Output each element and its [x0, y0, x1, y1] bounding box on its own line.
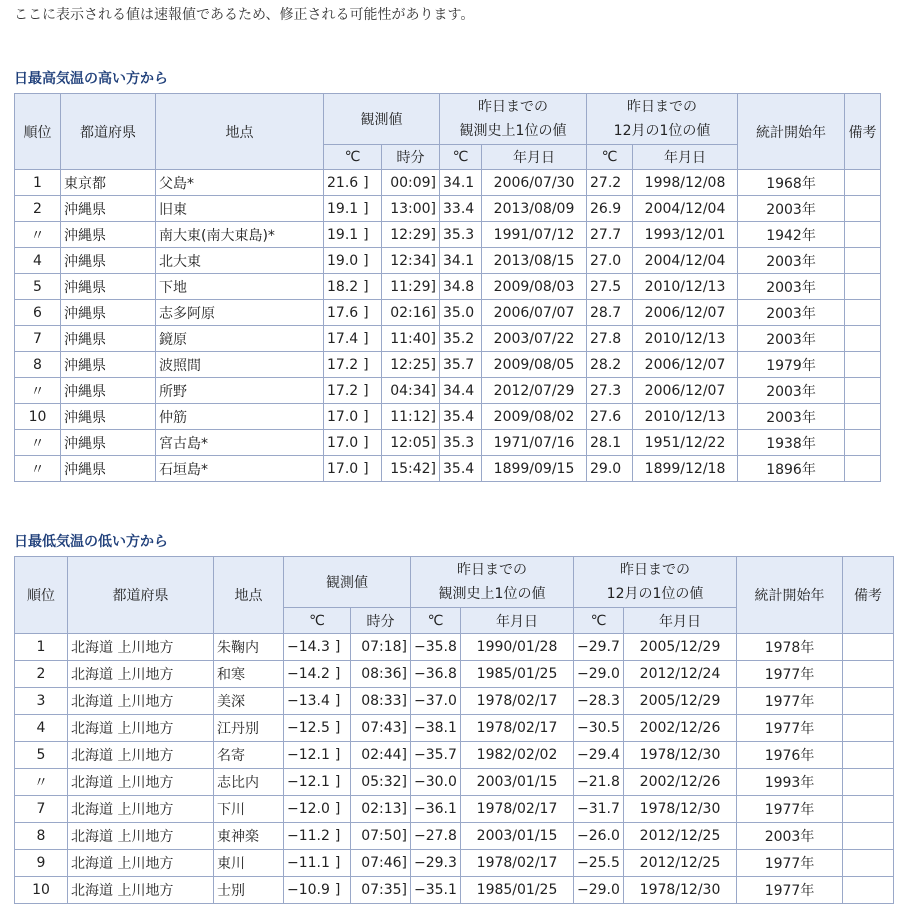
prefecture-cell: 北海道 上川地方 — [68, 877, 214, 904]
prefecture-cell: 北海道 上川地方 — [68, 661, 214, 688]
rank-cell: 9 — [15, 850, 68, 877]
table-row — [15, 456, 881, 482]
hist-date-cell: 2006/07/30 — [482, 170, 587, 196]
rank-cell: 〃 — [15, 378, 61, 404]
station-cell: 南大東(南大東島)* — [156, 222, 324, 248]
hist-date-cell: 1990/01/28 — [461, 634, 574, 661]
prefecture-cell: 北海道 上川地方 — [68, 823, 214, 850]
hist-date-cell: 2006/07/07 — [482, 300, 587, 326]
col-station: 地点 — [156, 94, 324, 170]
table-row — [15, 877, 894, 904]
observed-value-cell: −12.1 ] — [284, 742, 351, 769]
prefecture-cell: 北海道 上川地方 — [68, 850, 214, 877]
rank-cell: 4 — [15, 248, 61, 274]
month-date-cell: 2005/12/29 — [624, 688, 737, 715]
remarks-cell — [843, 850, 894, 877]
table-row — [15, 300, 881, 326]
remarks-cell — [843, 661, 894, 688]
table-row — [15, 326, 881, 352]
observed-value-cell: 21.6 ] — [324, 170, 382, 196]
prefecture-cell: 北海道 上川地方 — [68, 715, 214, 742]
col-prefecture: 都道府県 — [68, 557, 214, 634]
hist-date-cell: 1985/01/25 — [461, 877, 574, 904]
rank-cell: 3 — [15, 688, 68, 715]
observed-time-cell: 15:42] — [382, 456, 440, 482]
station-cell: 東川 — [214, 850, 284, 877]
min-temp-table — [14, 556, 894, 904]
prefecture-cell: 沖縄県 — [61, 430, 156, 456]
min-temp-table-body — [15, 634, 894, 904]
month-date-cell: 2006/12/07 — [633, 378, 738, 404]
stat-start-cell: 1979年 — [738, 352, 845, 378]
observed-time-cell: 12:25] — [382, 352, 440, 378]
station-cell: 北大東 — [156, 248, 324, 274]
col-stat-start: 統計開始年 — [738, 94, 845, 170]
hist-value-cell: −36.1 — [411, 796, 461, 823]
month-value-cell: 27.8 — [587, 326, 633, 352]
month-value-cell: 28.7 — [587, 300, 633, 326]
rank-cell: 8 — [15, 823, 68, 850]
observed-value-cell: −11.2 ] — [284, 823, 351, 850]
station-cell: 石垣島* — [156, 456, 324, 482]
observed-value-cell: −14.3 ] — [284, 634, 351, 661]
observed-time-cell: 08:36] — [351, 661, 411, 688]
rank-cell: 5 — [15, 274, 61, 300]
table-row — [15, 430, 881, 456]
observed-time-cell: 07:50] — [351, 823, 411, 850]
station-cell: 志多阿原 — [156, 300, 324, 326]
col-observed: 観測値 — [284, 557, 411, 608]
table-row — [15, 661, 894, 688]
station-cell: 志比内 — [214, 769, 284, 796]
hist-value-cell: −35.1 — [411, 877, 461, 904]
hist-date-cell: 2013/08/15 — [482, 248, 587, 274]
stat-start-cell: 2003年 — [737, 823, 843, 850]
station-cell: 下川 — [214, 796, 284, 823]
remarks-cell — [843, 742, 894, 769]
col-month-value: ℃ — [587, 145, 633, 170]
hist-value-cell: 35.7 — [440, 352, 482, 378]
observed-time-cell: 12:29] — [382, 222, 440, 248]
observed-time-cell: 07:46] — [351, 850, 411, 877]
col-observed: 観測値 — [324, 94, 440, 145]
prefecture-cell: 沖縄県 — [61, 404, 156, 430]
observed-time-cell: 02:13] — [351, 796, 411, 823]
rank-cell: 〃 — [15, 222, 61, 248]
table-row — [15, 796, 894, 823]
month-date-cell: 1951/12/22 — [633, 430, 738, 456]
station-cell: 所野 — [156, 378, 324, 404]
month-value-cell: −29.0 — [574, 661, 624, 688]
table-row — [15, 823, 894, 850]
col-month-value: ℃ — [574, 608, 624, 634]
hist-value-cell: −27.8 — [411, 823, 461, 850]
observed-value-cell: 17.0 ] — [324, 456, 382, 482]
hist-date-cell: 1985/01/25 — [461, 661, 574, 688]
remarks-cell — [845, 352, 881, 378]
month-date-cell: 1978/12/30 — [624, 742, 737, 769]
observed-time-cell: 12:05] — [382, 430, 440, 456]
max-temp-table-body — [15, 170, 881, 482]
observed-value-cell: −12.1 ] — [284, 769, 351, 796]
observed-time-cell: 00:09] — [382, 170, 440, 196]
hist-value-cell: −35.7 — [411, 742, 461, 769]
stat-start-cell: 1977年 — [737, 850, 843, 877]
col-hist-date: 年月日 — [461, 608, 574, 634]
col-obs-time: 時分 — [382, 145, 440, 170]
hist-value-cell: 35.3 — [440, 222, 482, 248]
table-row — [15, 850, 894, 877]
rank-cell: 6 — [15, 300, 61, 326]
table-row — [15, 222, 881, 248]
hist-value-cell: 35.0 — [440, 300, 482, 326]
hist-value-cell: 35.3 — [440, 430, 482, 456]
prefecture-cell: 沖縄県 — [61, 274, 156, 300]
hist-date-cell: 2009/08/02 — [482, 404, 587, 430]
month-date-cell: 2012/12/25 — [624, 823, 737, 850]
month-date-cell: 2002/12/26 — [624, 715, 737, 742]
rank-cell: 10 — [15, 877, 68, 904]
observed-value-cell: −12.0 ] — [284, 796, 351, 823]
remarks-cell — [843, 796, 894, 823]
hist-value-cell: 34.8 — [440, 274, 482, 300]
station-cell: 父島* — [156, 170, 324, 196]
month-date-cell: 2010/12/13 — [633, 404, 738, 430]
hist-value-cell: −29.3 — [411, 850, 461, 877]
month-date-cell: 2004/12/04 — [633, 248, 738, 274]
col-record-hist: 昨日までの 観測史上1位の値 — [411, 557, 574, 608]
prefecture-cell: 沖縄県 — [61, 196, 156, 222]
remarks-cell — [845, 196, 881, 222]
hist-date-cell: 1899/09/15 — [482, 456, 587, 482]
observed-time-cell: 11:29] — [382, 274, 440, 300]
month-value-cell: −29.7 — [574, 634, 624, 661]
observed-value-cell: −13.4 ] — [284, 688, 351, 715]
month-value-cell: −25.5 — [574, 850, 624, 877]
rank-cell: 1 — [15, 170, 61, 196]
hist-value-cell: 34.4 — [440, 378, 482, 404]
col-prefecture: 都道府県 — [61, 94, 156, 170]
hist-date-cell: 2003/01/15 — [461, 769, 574, 796]
month-date-cell: 2005/12/29 — [624, 634, 737, 661]
month-date-cell: 2006/12/07 — [633, 352, 738, 378]
col-remarks: 備考 — [845, 94, 881, 170]
table-row — [15, 352, 881, 378]
stat-start-cell: 1968年 — [738, 170, 845, 196]
observed-value-cell: 18.2 ] — [324, 274, 382, 300]
observed-value-cell: 17.2 ] — [324, 378, 382, 404]
station-cell: 朱鞠内 — [214, 634, 284, 661]
station-cell: 東神楽 — [214, 823, 284, 850]
prefecture-cell: 北海道 上川地方 — [68, 769, 214, 796]
month-date-cell: 2006/12/07 — [633, 300, 738, 326]
col-obs-time: 時分 — [351, 608, 411, 634]
remarks-cell — [845, 430, 881, 456]
col-station: 地点 — [214, 557, 284, 634]
stat-start-cell: 1977年 — [737, 661, 843, 688]
station-cell: 鏡原 — [156, 326, 324, 352]
remarks-cell — [845, 274, 881, 300]
station-cell: 美深 — [214, 688, 284, 715]
stat-start-cell: 2003年 — [738, 300, 845, 326]
col-obs-value: ℃ — [324, 145, 382, 170]
table-row — [15, 634, 894, 661]
remarks-cell — [845, 456, 881, 482]
col-hist-value: ℃ — [440, 145, 482, 170]
stat-start-cell: 2003年 — [738, 248, 845, 274]
month-date-cell: 1993/12/01 — [633, 222, 738, 248]
rank-cell: 1 — [15, 634, 68, 661]
month-value-cell: −29.0 — [574, 877, 624, 904]
observed-time-cell: 07:18] — [351, 634, 411, 661]
observed-value-cell: −10.9 ] — [284, 877, 351, 904]
rank-cell: 〃 — [15, 430, 61, 456]
remarks-cell — [843, 877, 894, 904]
prefecture-cell: 沖縄県 — [61, 378, 156, 404]
hist-value-cell: −37.0 — [411, 688, 461, 715]
month-date-cell: 1978/12/30 — [624, 877, 737, 904]
month-value-cell: 27.6 — [587, 404, 633, 430]
rank-cell: 10 — [15, 404, 61, 430]
observed-time-cell: 12:34] — [382, 248, 440, 274]
stat-start-cell: 1977年 — [737, 796, 843, 823]
table-row — [15, 769, 894, 796]
hist-value-cell: 33.4 — [440, 196, 482, 222]
table-row — [15, 404, 881, 430]
rank-cell: 〃 — [15, 769, 68, 796]
station-cell: 名寄 — [214, 742, 284, 769]
station-cell: 宮古島* — [156, 430, 324, 456]
rank-cell: 7 — [15, 796, 68, 823]
stat-start-cell: 2003年 — [738, 274, 845, 300]
prefecture-cell: 沖縄県 — [61, 326, 156, 352]
table-row — [15, 274, 881, 300]
month-date-cell: 1998/12/08 — [633, 170, 738, 196]
hist-value-cell: 34.1 — [440, 170, 482, 196]
remarks-cell — [843, 823, 894, 850]
hist-value-cell: −38.1 — [411, 715, 461, 742]
remarks-cell — [845, 222, 881, 248]
col-hist-value: ℃ — [411, 608, 461, 634]
col-month-date: 年月日 — [633, 145, 738, 170]
month-date-cell: 2004/12/04 — [633, 196, 738, 222]
hist-date-cell: 2003/07/22 — [482, 326, 587, 352]
remarks-cell — [843, 715, 894, 742]
stat-start-cell: 2003年 — [738, 404, 845, 430]
table-row — [15, 170, 881, 196]
observed-time-cell: 04:34] — [382, 378, 440, 404]
prefecture-cell: 北海道 上川地方 — [68, 742, 214, 769]
rank-cell: 4 — [15, 715, 68, 742]
col-record-month: 昨日までの 12月の1位の値 — [587, 94, 738, 145]
max-temp-table — [14, 93, 881, 482]
month-value-cell: 27.0 — [587, 248, 633, 274]
prefecture-cell: 北海道 上川地方 — [68, 634, 214, 661]
rank-cell: 5 — [15, 742, 68, 769]
col-record-hist: 昨日までの 観測史上1位の値 — [440, 94, 587, 145]
rank-cell: 〃 — [15, 456, 61, 482]
observed-time-cell: 11:40] — [382, 326, 440, 352]
remarks-cell — [845, 404, 881, 430]
observed-value-cell: 19.1 ] — [324, 196, 382, 222]
prefecture-cell: 沖縄県 — [61, 222, 156, 248]
observed-time-cell: 11:12] — [382, 404, 440, 430]
hist-date-cell: 1978/02/17 — [461, 688, 574, 715]
observed-time-cell: 05:32] — [351, 769, 411, 796]
month-value-cell: −26.0 — [574, 823, 624, 850]
station-cell: 和寒 — [214, 661, 284, 688]
station-cell: 士別 — [214, 877, 284, 904]
stat-start-cell: 1896年 — [738, 456, 845, 482]
station-cell: 旧東 — [156, 196, 324, 222]
prefecture-cell: 沖縄県 — [61, 352, 156, 378]
col-month-date: 年月日 — [624, 608, 737, 634]
station-cell: 仲筋 — [156, 404, 324, 430]
month-value-cell: −28.3 — [574, 688, 624, 715]
observed-value-cell: 17.0 ] — [324, 430, 382, 456]
observed-time-cell: 08:33] — [351, 688, 411, 715]
hist-value-cell: 35.4 — [440, 404, 482, 430]
observed-value-cell: −12.5 ] — [284, 715, 351, 742]
table-row — [15, 378, 881, 404]
remarks-cell — [845, 378, 881, 404]
observed-time-cell: 07:35] — [351, 877, 411, 904]
col-rank: 順位 — [15, 557, 68, 634]
min-temp-section-title: 日最低気温の低い方から — [14, 534, 168, 550]
hist-value-cell: −30.0 — [411, 769, 461, 796]
col-record-month: 昨日までの 12月の1位の値 — [574, 557, 737, 608]
rank-cell: 7 — [15, 326, 61, 352]
prefecture-cell: 北海道 上川地方 — [68, 796, 214, 823]
observed-value-cell: 17.6 ] — [324, 300, 382, 326]
observed-time-cell: 02:16] — [382, 300, 440, 326]
hist-date-cell: 2009/08/05 — [482, 352, 587, 378]
table-row — [15, 742, 894, 769]
month-date-cell: 2012/12/25 — [624, 850, 737, 877]
month-value-cell: 27.7 — [587, 222, 633, 248]
table-row — [15, 196, 881, 222]
rank-cell: 2 — [15, 196, 61, 222]
prefecture-cell: 沖縄県 — [61, 456, 156, 482]
month-value-cell: −29.4 — [574, 742, 624, 769]
remarks-cell — [843, 769, 894, 796]
remarks-cell — [843, 688, 894, 715]
observed-value-cell: 17.4 ] — [324, 326, 382, 352]
hist-value-cell: 35.2 — [440, 326, 482, 352]
max-temp-section-title: 日最高気温の高い方から — [14, 71, 168, 87]
hist-date-cell: 2009/08/03 — [482, 274, 587, 300]
observed-time-cell: 02:44] — [351, 742, 411, 769]
month-value-cell: 28.1 — [587, 430, 633, 456]
month-value-cell: 27.5 — [587, 274, 633, 300]
col-hist-date: 年月日 — [482, 145, 587, 170]
month-value-cell: 27.3 — [587, 378, 633, 404]
hist-value-cell: −36.8 — [411, 661, 461, 688]
table-row — [15, 688, 894, 715]
stat-start-cell: 1977年 — [737, 715, 843, 742]
station-cell: 江丹別 — [214, 715, 284, 742]
stat-start-cell: 1976年 — [737, 742, 843, 769]
table-row — [15, 248, 881, 274]
month-value-cell: 27.2 — [587, 170, 633, 196]
stat-start-cell: 1978年 — [737, 634, 843, 661]
observed-time-cell: 07:43] — [351, 715, 411, 742]
remarks-cell — [843, 634, 894, 661]
month-date-cell: 2002/12/26 — [624, 769, 737, 796]
hist-date-cell: 1978/02/17 — [461, 715, 574, 742]
observed-time-cell: 13:00] — [382, 196, 440, 222]
hist-date-cell: 2003/01/15 — [461, 823, 574, 850]
stat-start-cell: 1977年 — [737, 688, 843, 715]
col-stat-start: 統計開始年 — [737, 557, 843, 634]
prefecture-cell: 北海道 上川地方 — [68, 688, 214, 715]
hist-date-cell: 1978/02/17 — [461, 796, 574, 823]
rank-cell: 8 — [15, 352, 61, 378]
month-date-cell: 2010/12/13 — [633, 274, 738, 300]
station-cell: 波照間 — [156, 352, 324, 378]
observed-value-cell: 17.0 ] — [324, 404, 382, 430]
page-notice: ここに表示される値は速報値であるため、修正される可能性があります。 — [14, 7, 475, 23]
month-value-cell: 28.2 — [587, 352, 633, 378]
remarks-cell — [845, 300, 881, 326]
hist-value-cell: 34.1 — [440, 248, 482, 274]
prefecture-cell: 東京都 — [61, 170, 156, 196]
hist-date-cell: 1971/07/16 — [482, 430, 587, 456]
hist-date-cell: 2012/07/29 — [482, 378, 587, 404]
month-value-cell: −21.8 — [574, 769, 624, 796]
stat-start-cell: 1993年 — [737, 769, 843, 796]
month-value-cell: −30.5 — [574, 715, 624, 742]
table-row — [15, 715, 894, 742]
col-obs-value: ℃ — [284, 608, 351, 634]
month-date-cell: 2010/12/13 — [633, 326, 738, 352]
station-cell: 下地 — [156, 274, 324, 300]
remarks-cell — [845, 326, 881, 352]
month-date-cell: 1978/12/30 — [624, 796, 737, 823]
remarks-cell — [845, 170, 881, 196]
observed-value-cell: 19.1 ] — [324, 222, 382, 248]
month-value-cell: −31.7 — [574, 796, 624, 823]
hist-date-cell: 1978/02/17 — [461, 850, 574, 877]
hist-value-cell: 35.4 — [440, 456, 482, 482]
month-date-cell: 2012/12/24 — [624, 661, 737, 688]
stat-start-cell: 2003年 — [738, 378, 845, 404]
hist-date-cell: 2013/08/09 — [482, 196, 587, 222]
rank-cell: 2 — [15, 661, 68, 688]
month-value-cell: 26.9 — [587, 196, 633, 222]
observed-value-cell: −14.2 ] — [284, 661, 351, 688]
stat-start-cell: 1938年 — [738, 430, 845, 456]
remarks-cell — [845, 248, 881, 274]
hist-value-cell: −35.8 — [411, 634, 461, 661]
observed-value-cell: 17.2 ] — [324, 352, 382, 378]
col-remarks: 備考 — [843, 557, 894, 634]
stat-start-cell: 2003年 — [738, 196, 845, 222]
col-rank: 順位 — [15, 94, 61, 170]
prefecture-cell: 沖縄県 — [61, 300, 156, 326]
stat-start-cell: 2003年 — [738, 326, 845, 352]
prefecture-cell: 沖縄県 — [61, 248, 156, 274]
month-value-cell: 29.0 — [587, 456, 633, 482]
observed-value-cell: 19.0 ] — [324, 248, 382, 274]
month-date-cell: 1899/12/18 — [633, 456, 738, 482]
stat-start-cell: 1942年 — [738, 222, 845, 248]
observed-value-cell: −11.1 ] — [284, 850, 351, 877]
hist-date-cell: 1982/02/02 — [461, 742, 574, 769]
hist-date-cell: 1991/07/12 — [482, 222, 587, 248]
stat-start-cell: 1977年 — [737, 877, 843, 904]
